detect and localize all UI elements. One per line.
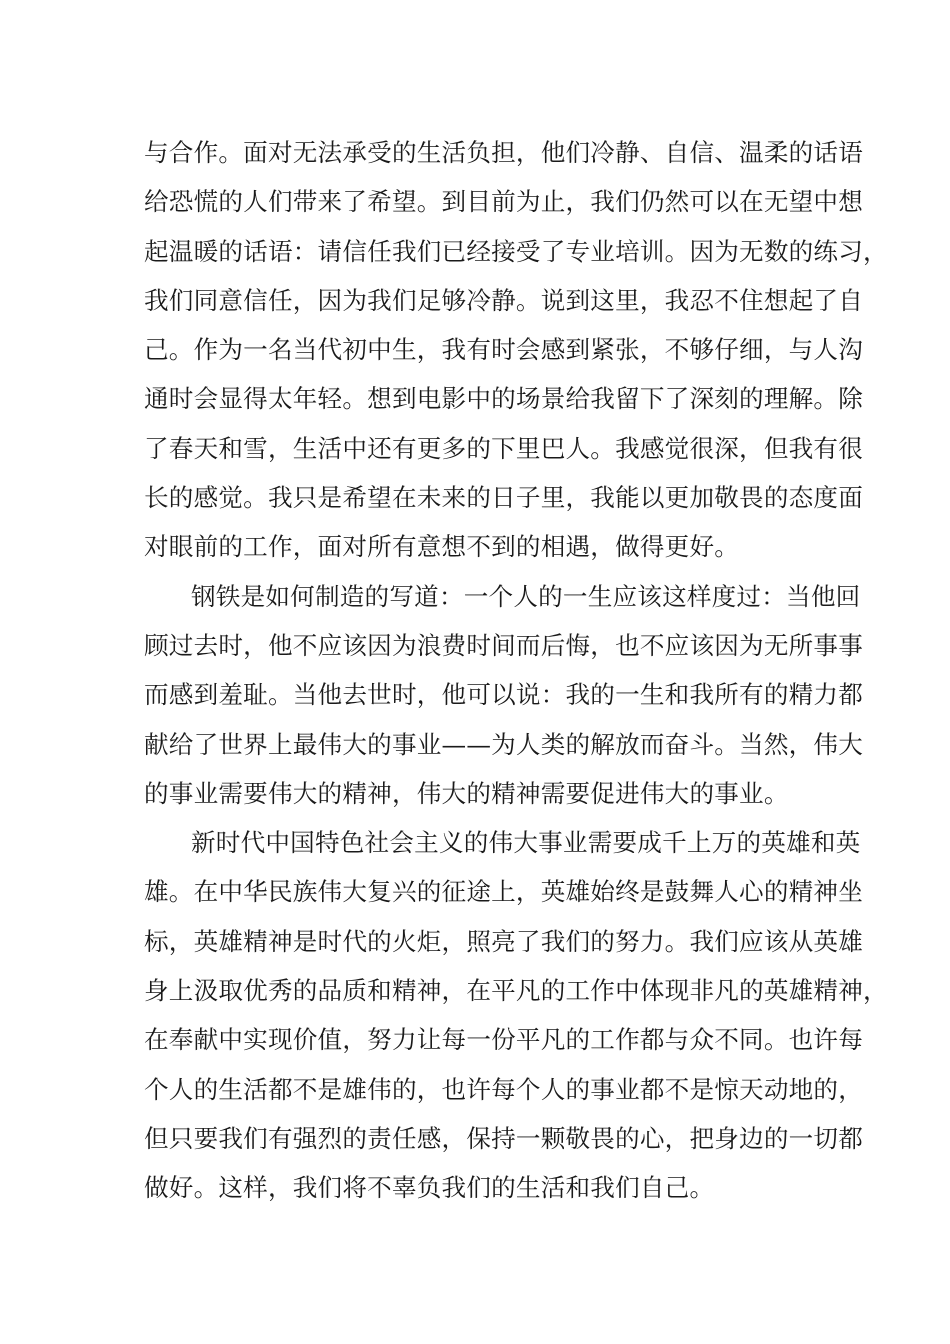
- paragraph-1-line-9: 对眼前的工作，面对所有意想不到的相遇，做得更好。: [144, 532, 740, 562]
- paragraph-3-line-5: 在奉献中实现价值，努力让每一份平凡的工作都与众不同。也许每: [144, 1025, 864, 1055]
- paragraph-1-line-3: 起温暖的话语：请信任我们已经接受了专业培训。因为无数的练习，: [144, 236, 888, 266]
- paragraph-2-line-3: 而感到羞耻。当他去世时，他可以说：我的一生和我所有的精力都: [144, 680, 864, 710]
- paragraph-2-line-2: 顾过去时，他不应该因为浪费时间而后悔，也不应该因为无所事事: [144, 630, 864, 660]
- paragraph-3-line-7: 但只要我们有强烈的责任感，保持一颗敬畏的心，把身边的一切都: [144, 1123, 864, 1153]
- paragraph-3-line-8: 做好。这样，我们将不辜负我们的生活和我们自己。: [144, 1173, 715, 1203]
- paragraph-1-line-4: 我们同意信任，因为我们足够冷静。说到这里，我忍不住想起了自: [144, 285, 864, 315]
- paragraph-1-line-6: 通时会显得太年轻。想到电影中的场景给我留下了深刻的理解。除: [144, 384, 864, 414]
- paragraph-1-line-1: 与合作。面对无法承受的生活负担，他们冷静、自信、温柔的话语: [144, 138, 864, 167]
- paragraph-1-line-5: 己。作为一名当代初中生，我有时会感到紧张，不够仔细，与人沟: [144, 335, 864, 365]
- paragraph-1-line-2: 给恐慌的人们带来了希望。到目前为止，我们仍然可以在无望中想: [144, 187, 864, 217]
- paragraph-3-line-4: 身上汲取优秀的品质和精神，在平凡的工作中体现非凡的英雄精神，: [144, 976, 888, 1006]
- paragraph-2-line-4: 献给了世界上最伟大的事业——为人类的解放而奋斗。当然，伟大: [144, 729, 864, 759]
- paragraph-2-line-1: 钢铁是如何制造的写道：一个人的一生应该这样度过：当他回: [191, 581, 861, 611]
- paragraph-3-line-3: 标，英雄精神是时代的火炬，照亮了我们的努力。我们应该从英雄: [144, 926, 864, 956]
- paragraph-2-line-5: 的事业需要伟大的精神，伟大的精神需要促进伟大的事业。: [144, 778, 789, 808]
- paragraph-3-line-1: 新时代中国特色社会主义的伟大事业需要成千上万的英雄和英: [191, 828, 861, 858]
- paragraph-1-line-7: 了春天和雪，生活中还有更多的下里巴人。我感觉很深，但我有很: [144, 433, 864, 463]
- document-body: [144, 128, 888, 1213]
- paragraph-3-line-6: 个人的生活都不是雄伟的，也许每个人的事业都不是惊天动地的，: [144, 1074, 864, 1104]
- paragraph-3-line-2: 雄。在中华民族伟大复兴的征途上，英雄始终是鼓舞人心的精神坐: [144, 877, 864, 907]
- paragraph-1-line-8: 长的感觉。我只是希望在未来的日子里，我能以更加敬畏的态度面: [144, 483, 864, 513]
